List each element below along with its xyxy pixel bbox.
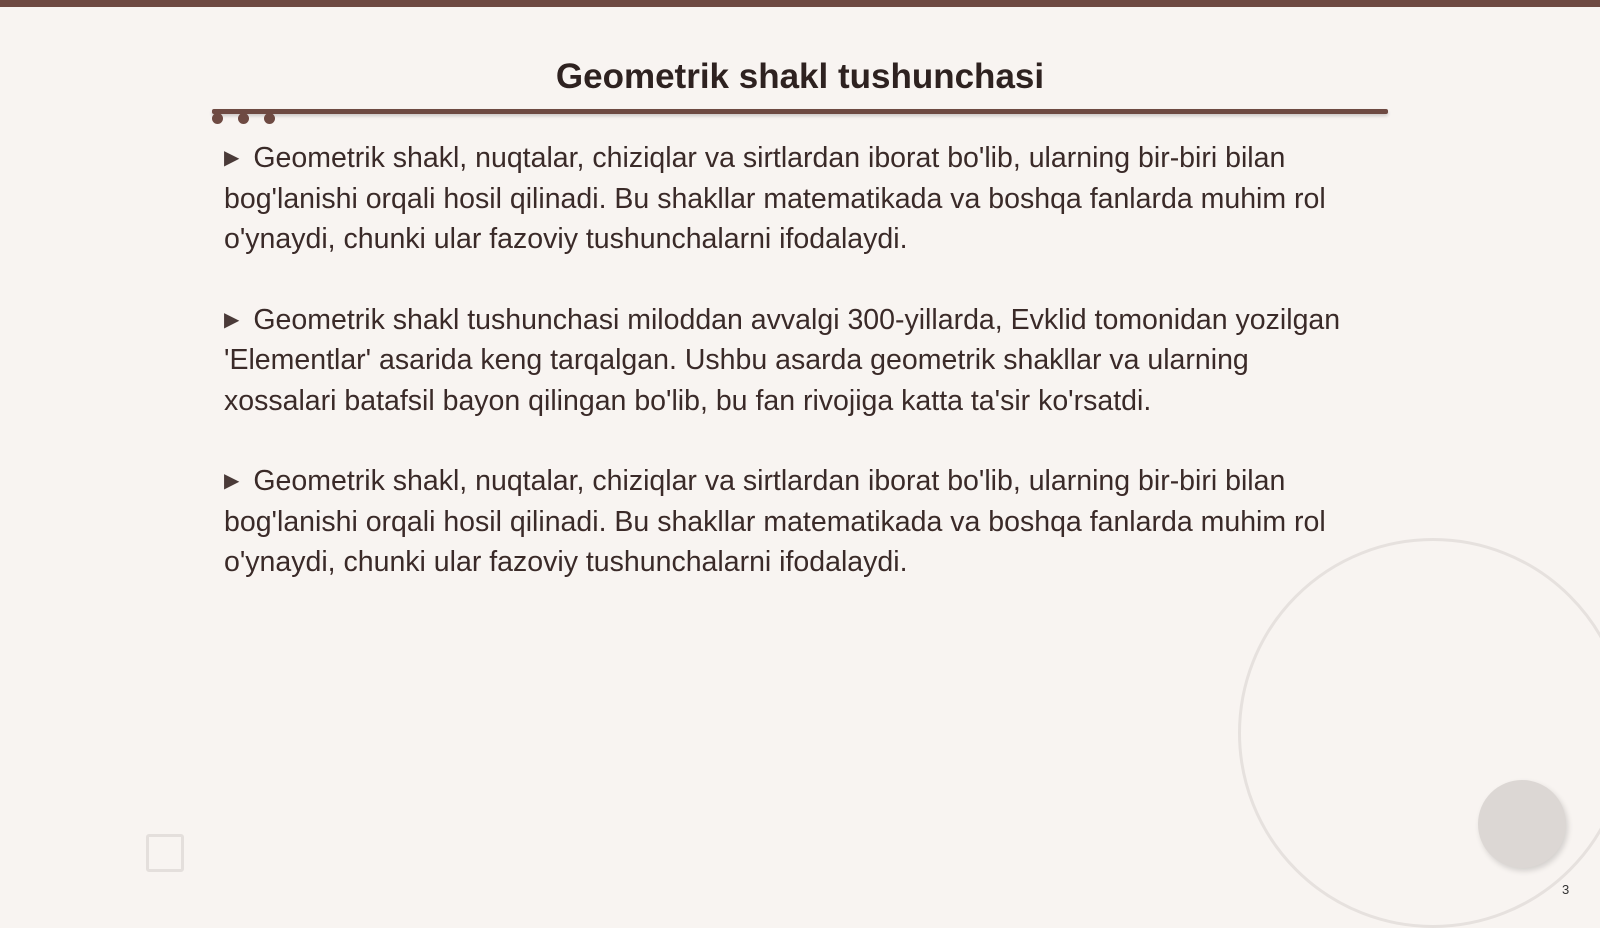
decorative-circle-outline — [1238, 538, 1600, 928]
bullet-item — [224, 138, 1354, 260]
triangle-right-icon: ▶ — [224, 308, 240, 331]
slide-body — [224, 138, 1354, 623]
bullet-item — [224, 300, 1354, 422]
divider-dot — [238, 113, 249, 124]
triangle-right-icon: ▶ — [224, 470, 240, 492]
triangle-right-icon: ▶ — [224, 147, 240, 169]
bullet-item — [224, 461, 1354, 583]
title-divider — [212, 109, 1388, 114]
decorative-square-outline — [146, 834, 184, 872]
divider-dot — [212, 113, 223, 124]
slide-title: Geometrik shakl tushunchasi — [555, 57, 1045, 96]
bullet-text: Geometrik shakl, nuqtalar, chiziqlar va sirtlardan iborat bo'lib, ularning bir-biri bilan bog'lanishi orqali hosil qilinadi. Bu shakllar matematikada va boshqa fanlarda muhim rol o'ynaydi, chunki ular fazoviy tushunchalarni ifodalaydi. — [224, 465, 1326, 578]
top-accent-bar — [0, 0, 1600, 7]
page-number: 3 — [1562, 882, 1570, 897]
bullet-text: Geometrik shakl tushunchasi miloddan avvalgi 300-yillarda, Evklid tomonidan yozilgan 'Elementlar' asarida keng tarqalgan. Ushbu asarda geometrik shakllar va ularning xossalari batafsil bayon qilingan bo'lib, bu fan rivojiga katta ta'sir ko'rsatdi. — [224, 303, 1341, 417]
divider-dot — [264, 113, 275, 124]
bullet-text: Geometrik shakl, nuqtalar, chiziqlar va sirtlardan iborat bo'lib, ularning bir-biri bilan bog'lanishi orqali hosil qilinadi. Bu shakllar matematikada va boshqa fanlarda muhim rol o'ynaydi, chunki ular fazoviy tushunchalarni ifodalaydi. — [224, 142, 1326, 255]
decorative-circle-filled — [1478, 780, 1566, 868]
